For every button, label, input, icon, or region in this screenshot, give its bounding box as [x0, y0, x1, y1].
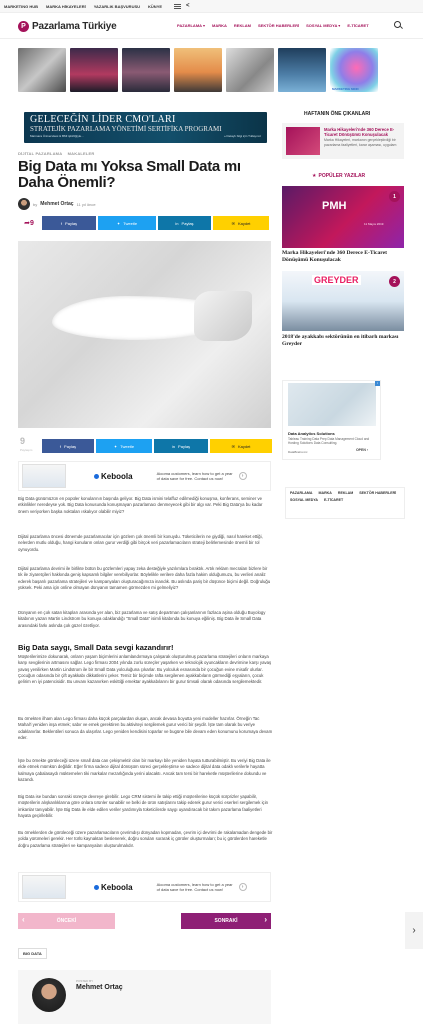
- cmo-banner[interactable]: [24, 112, 267, 143]
- article-categories: [18, 151, 99, 156]
- linkedin-icon: in: [171, 443, 176, 449]
- popular-post-2-rank: 2: [389, 276, 400, 287]
- star-icon: ★: [312, 173, 317, 179]
- article-title: Big Data mı Yoksa Small Data mı Daha Önemli?: [18, 158, 241, 191]
- topbar-link-yazarlik[interactable]: YAZARLIK BAŞVURUSU: [93, 3, 141, 9]
- ad-arrow-icon[interactable]: ›: [239, 472, 247, 480]
- thumbnail-6[interactable]: [278, 48, 326, 92]
- sidebar-ad-title: Data Analytics Solutions: [288, 431, 335, 436]
- nav-item-pazarlama[interactable]: PAZARLAMA ▾: [177, 23, 206, 28]
- featured-heading: HAFTANIN ÖNE ÇIKANLARI: [304, 111, 371, 117]
- share-count-big: 9: [20, 436, 26, 446]
- share-count-block: [20, 437, 32, 455]
- topbar-link-marka-hikayeleri[interactable]: MARKA HİKAYELERİ: [46, 3, 86, 9]
- share-count: [18, 216, 40, 230]
- keboola-ad-bottom[interactable]: [18, 872, 271, 902]
- nav-item-e-ticaret[interactable]: E-TİCARET: [347, 23, 369, 28]
- envelope-icon: ✉: [231, 220, 235, 226]
- popular-post-1-title[interactable]: Marka Hikayeleri'nde 360 Derece E-Ticaret Dönüşümü Konuşulacak: [282, 250, 388, 263]
- author-name[interactable]: Mehmet Ortaç: [40, 201, 74, 207]
- featured-post-title[interactable]: Marka Hikayeleri'nde 360 Derece E-Ticaret Dönüşümü Konuşulacak: [324, 127, 395, 137]
- paragraph-8: Big Data ise bundan sonraki süreçte devreye girebilir. Lego CRM sistemi ile takip ettiği müşterilerine küçük sürprizler yapabilir, müşterilerin alışkanlıklarına göre onlara ürünler sunabilir ve belki de ürün satışlarını takip ederek gurur verici eserleri sergilemek için imkanlar tanıyabilir. İşte Big Data ile elde edilen veriler yardımıyla tüketicilerde saygı uyandıracak bir takım pazarlama faaliyetleri hayata geçirilebilir.: [18, 794, 269, 818]
- nav-item-marka[interactable]: MARKA: [212, 23, 227, 28]
- sidebar-tag-sosyal-medya[interactable]: SOSYAL MEDYA: [290, 498, 319, 502]
- banner-subtitle: STRATEJİK PAZARLAMA YÖNETİMİ SERTİFİKA PROGRAMI: [30, 125, 222, 133]
- author-box-name[interactable]: Mehmet Ortaç: [76, 984, 123, 991]
- linkedin-share-button-bottom[interactable]: [154, 439, 208, 453]
- share-count-label: Paylaşım: [20, 448, 33, 452]
- keboola-logo-icon: [94, 885, 99, 890]
- thumbnail-5[interactable]: [226, 48, 274, 92]
- facebook-icon: f: [60, 220, 63, 226]
- sidebar-ad[interactable]: [282, 380, 381, 460]
- previous-post-button[interactable]: [18, 913, 115, 929]
- nav-item-sosyal-medya[interactable]: SOSYAL MEDYA ▾: [306, 23, 341, 28]
- author-box: [18, 970, 271, 1024]
- sidebar-ad-url: DataBrains.inc: [288, 450, 308, 454]
- ad-text: Aiooma customers, learn how to get a year of data save for free. Contact us now!: [156, 471, 233, 481]
- next-post-button[interactable]: [181, 913, 271, 929]
- featured-post-image: [286, 127, 320, 155]
- topbar-link-kunye[interactable]: KÜNYE: [148, 3, 163, 9]
- facebook-share-label: Paylaş: [65, 220, 78, 226]
- share-bar-top: [18, 216, 269, 230]
- thumbnail-strip: [18, 48, 378, 92]
- site-logo[interactable]: [18, 21, 116, 32]
- next-label: SONRAKİ: [214, 918, 238, 924]
- category-link-dijital-pazarlama[interactable]: DİJİTAL PAZARLAMA: [18, 151, 63, 156]
- featured-post[interactable]: [282, 123, 404, 159]
- twitter-share-label: Tweetle: [120, 443, 135, 449]
- sidebar-tag-marka[interactable]: MARKA: [318, 491, 332, 495]
- paragraph-7: İşte bu örnekte görüleceği üzere small data can çekişmektir olan bir markayı bile yeniden hayata tutturabilmiştir. Bu veriyi Big Data ile elde etmek mümkün değildir. Eğer firma sadece dijital dönüşüm süreci gerçekleştirse ve sadece dijital data odaklı verilerle hayatta kalmaya çabalasaydı müktemelen tiki markalar mezarlığında yerini alacaktı. Ancak tam tersi bir hareketle müşterilerine dokundu ve kazandı.: [18, 758, 271, 782]
- paragraph-5: Müşterilerimize dokunarak, onların yaşam biçimlerini anlamlandırmaya çalışarak oluşturulmuş pazarlama stratejileri onların markaya karşı sevgilerinin artmasını sağlar. Lego firması 2004 yılında zorlu süreçler yaşarken ve teknolojik oyuncakların devrimine karşı yavaş yavaş yenilirken Martin Lindstrom ile bir Small Data yolculuğuna çıkarlar. Bu yolculuk esnasında bir çocuğun evine misafir olurlar. Çocuğun odasında bir çift ayakkabı dikkatlerini çeker. Temiz bir biçimde rafta sergilenen ayakkabıların görmediği eşyaların, çocuk gelirim en iyi patencisidir. Bu unvanı kazanırken eskittiği emektar ayakkabılarını bir gurur timsali olarak odasında sergilemektedir.: [18, 654, 272, 685]
- logo-mark-icon: P: [18, 21, 29, 32]
- popular-heading: [312, 173, 365, 179]
- sidebar-category-tags: [285, 487, 405, 519]
- ad-brand: Keboola: [101, 882, 133, 892]
- article-hero-image: [18, 241, 271, 428]
- twitter-icon: ✦: [116, 220, 121, 226]
- ad-screenshot: [22, 875, 66, 899]
- twitter-share-label: Tweetle: [123, 220, 138, 226]
- share-arrow-icon: ➦: [24, 220, 30, 227]
- popular-post-1-image[interactable]: [282, 186, 404, 248]
- facebook-share-label: Paylaş: [64, 443, 77, 449]
- facebook-share-button[interactable]: [42, 216, 96, 230]
- popular-heading-label: POPÜLER YAZILAR: [318, 173, 366, 179]
- sidebar-ad-desc: Tableau Training Data Prep Data Management Cloud and Hosting Solutions Data Consulting.: [288, 437, 370, 445]
- featured-post-text: [324, 123, 400, 159]
- ad-brand: Keboola: [101, 471, 133, 481]
- banner-partner: Marmara Üniversitesi & BMI işbirliğiyle...: [30, 134, 84, 138]
- chevron-left-icon: ‹: [22, 915, 25, 924]
- paragraph-6: Bu örnekten ilham alan Lego firması daha küçük parçalardan oluşan, ancak devasa boyutta yeni modeller hazırlar. Örneğin Tac Mahal'i yeniden inşa etmek; sabır ve emek gerektiren bu aktiviteyi sergilemek gurur verici bir şeydir. İşte tam olarak bu veriye odaklanırlar. Beklentileri sonuca da ulaşırlar. Lego yeniden kendisini toparlar ve bugüne bile devam eden konumunu korumaya devam eder.: [18, 716, 273, 740]
- menu-icon[interactable]: [174, 4, 181, 9]
- linkedin-share-label: Paylaş: [178, 443, 191, 449]
- save-button-bottom[interactable]: [210, 439, 272, 453]
- twitter-share-button-bottom[interactable]: [96, 439, 152, 453]
- logo-text: Pazarlama Türkiye: [32, 21, 117, 32]
- save-button[interactable]: [213, 216, 269, 230]
- ad-text: Aiooma customers, learn how to get a year of data save for free. Contact us now!: [156, 882, 233, 892]
- sidebar-tag-e-ticaret[interactable]: E-TİCARET: [324, 498, 344, 502]
- paragraph-1: Big Data günümüzün en popüler konularının başında geliyor. Big Data ismini telaffuz edilmediği konuşma, konferans, seminer ve etkinlikler neredeyse yok. Big Data konusunda konuşmayan pazarlamacı denmeyecek gibi bir algı var. Peki Big Data'ya bu kadar önem veriyorken başka noktaları ıskalıyor olabilir miyiz?: [18, 496, 263, 514]
- share-bar-bottom: [42, 439, 272, 453]
- facebook-icon: f: [59, 443, 62, 449]
- next-article-arrow[interactable]: [405, 912, 423, 949]
- main-nav: [177, 23, 369, 28]
- popular-post-1-logo: PMH: [322, 200, 347, 212]
- thumbnail-4[interactable]: [174, 48, 222, 92]
- popular-post-2-title[interactable]: 2018'de ayakkabı sektörünün en itibarlı markası Greyder: [282, 334, 399, 347]
- sidebar-ad-open-button[interactable]: OPEN ›: [355, 448, 368, 452]
- article-subhead: Big Data saygı, Small Data sevgi kazandırır!: [18, 643, 174, 652]
- thumbnail-7[interactable]: [330, 48, 378, 92]
- banner-cta[interactable]: » Detaylı bilgi için Tıklayınız: [224, 134, 261, 138]
- chevron-right-icon: ›: [264, 915, 267, 924]
- thumbnail-caption: MARKETING MIND: [332, 87, 359, 91]
- topbar-link-marketing-hub[interactable]: MARKETING HUB: [4, 3, 38, 9]
- category-link-makaleler[interactable]: MAKALELER: [67, 151, 95, 156]
- top-bar: [0, 0, 423, 13]
- popular-post-1-date: 11 Mayıs 2019: [364, 222, 384, 226]
- save-label: Kaydet: [237, 220, 251, 226]
- keboola-logo-icon: [94, 474, 99, 479]
- ad-arrow-icon[interactable]: ›: [239, 883, 247, 891]
- search-icon[interactable]: [394, 21, 401, 28]
- author-box-label: POSTED BY: [76, 979, 94, 983]
- thumbnail-2[interactable]: [70, 48, 118, 92]
- paragraph-2: Dijital pazarlama öncesi dönemde pazarlamacılar için gözlem çok önemli bir konuydu. Tüketicilerin ne giydiği, nasıl hareket ettiği, nelerden mutlu olduğu, hangi konuların onları gurur verdiği gibi birçok veri pazarlamacıların strateji belirlemesinde önemli bir rol oynuyordu.: [18, 534, 263, 552]
- twitter-icon: ✦: [113, 443, 118, 449]
- save-label: Kaydet: [237, 443, 251, 449]
- ad-screenshot: [22, 464, 66, 488]
- envelope-icon: ✉: [231, 443, 235, 449]
- featured-post-desc: Marka Hikayeleri, markanın gerçekleştirdiği bir pazarlama faaliyetleri, karar aşaması, uygulam: [324, 138, 397, 147]
- tag-big-data[interactable]: BIG DATA: [18, 948, 47, 959]
- linkedin-icon: in: [175, 220, 179, 226]
- thumbnail-3[interactable]: [122, 48, 170, 92]
- facebook-share-button-bottom[interactable]: [42, 439, 94, 453]
- sidebar-tag-sektor-haberleri[interactable]: SEKTÖR HABERLERİ: [359, 491, 397, 495]
- previous-label: ÖNCEKİ: [56, 918, 77, 924]
- share-count-value: 9: [29, 219, 34, 227]
- author-box-avatar[interactable]: [32, 978, 66, 1012]
- banner-title: GELECEĞİN LİDER CMO'LARI: [30, 114, 176, 125]
- thumbnail-1[interactable]: [18, 48, 66, 92]
- chevron-right-icon: ›: [412, 925, 416, 936]
- keboola-ad-top[interactable]: [18, 461, 271, 491]
- nav-item-reklam[interactable]: REKLAM: [233, 23, 252, 28]
- post-time: 11 yıl önce: [76, 201, 96, 207]
- paragraph-9: Bu örneklerden de görüleceği üzere pazarlamacıların çevrimdışı dünyadan kopmadan, çevrim içi devrimi de rakalamadan dengede bir yolda yürümeleri gerekir. Her türlü kaynaktan beslenerek, doğru soruları sorarak iç görüler oluşturmaları; bu iç görülerden hareketle doğru pazarlama stratejileri ve kampanyaları oluşturulmalıdır.: [18, 830, 273, 848]
- share-icon[interactable]: <: [186, 3, 190, 9]
- by-label: by: [33, 201, 38, 207]
- popular-post-2-image[interactable]: [282, 271, 404, 331]
- popular-post-1-rank: 1: [389, 191, 400, 202]
- popular-post-2-logo: GREYDER: [314, 275, 359, 285]
- banner-footer: [30, 134, 261, 138]
- paragraph-4: Dünyanın en çok satan kitapları arasında yer alan, biz pazarlama ve satış departman çalışanlarının fazlaca aşina olduğu Buyology kitabının yazarı Martin Lindstrom bu konuya odaklandığı "Small Data" isimli kitabında bu konuya eğiliniş. Big Data ile Small Data arasındaki farkı aslında çok güzel özetliyor.: [18, 610, 266, 628]
- linkedin-share-label: Paylaş: [181, 220, 194, 226]
- linkedin-share-button[interactable]: [158, 216, 211, 230]
- author-meta: [18, 198, 96, 210]
- author-avatar[interactable]: [18, 198, 30, 210]
- site-header: [0, 15, 423, 39]
- twitter-share-button[interactable]: [98, 216, 156, 230]
- sidebar-tag-pazarlama[interactable]: PAZARLAMA: [290, 491, 313, 495]
- nav-item-sektor-haberleri[interactable]: SEKTÖR HABERLERİ: [258, 23, 300, 28]
- sidebar-tag-reklam[interactable]: REKLAM: [337, 491, 354, 495]
- paragraph-3: Dijital pazarlama devrimi ile birlikte bütün bu gözlemleri yapay zeka desteğiyle yazılımlara bıraktık. Artık reklam mecraları bizlere bir tık ile ziyaretçileri hakkında geniş kapsamlı bilgiler verebiliyorlar. Böylelikle verilere daha fazla hakim olduğumuzu, bu verileri analiz ederek başarılı pazarlama stratejileri ve kampanyaları oluşturacağımıza inandık. Bu aslında pariş bir düşünce biçimi değil. Doğruluğu yüksek. Peki ama için online olmayan dünyanın tamamen görmezden mi gelmeliyiz?: [18, 566, 271, 590]
- sidebar-ad-image: [288, 383, 376, 426]
- ad-choices-icon[interactable]: i: [375, 381, 380, 386]
- paper-curl: [194, 291, 252, 341]
